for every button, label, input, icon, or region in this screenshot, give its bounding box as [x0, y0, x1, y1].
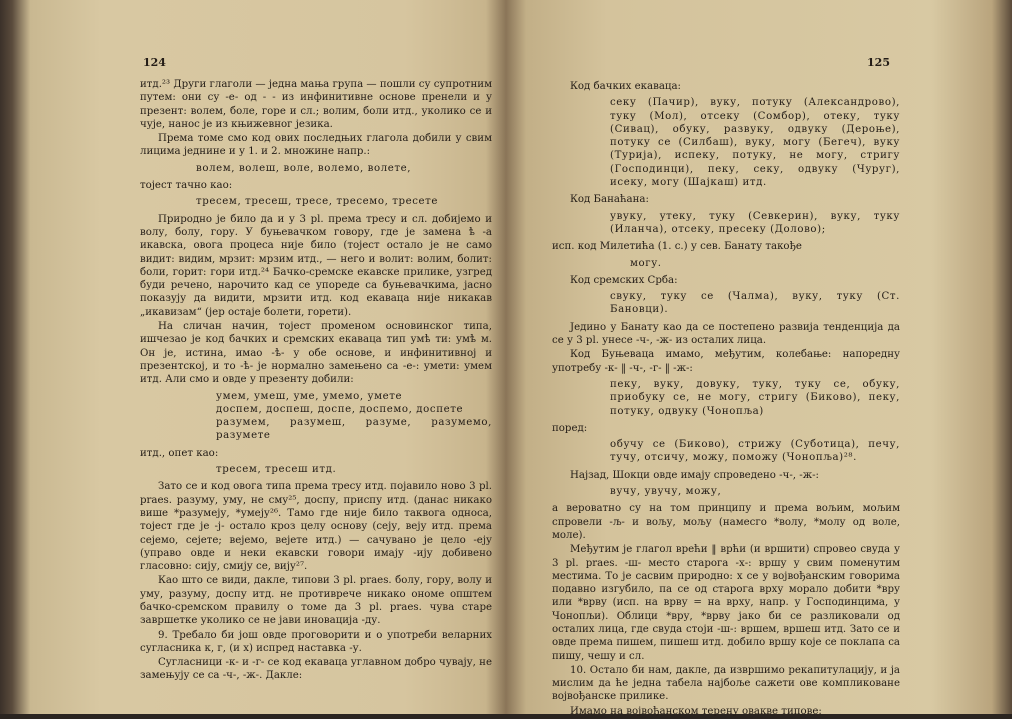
paragraph: Природно је било да и у 3 pl. према тресу и сл. добијемо и волу, болу, гору. У буњевачком говору, где је замена ѣ -а икавска, овога процеса није било (тојест остало је не само видит: видим, мрзит: мрзим итд., — него и волит: волим, болит: боли, горит: гори итд.²⁴ Бачко-сремске екавске прилике, узгред буди речено, нарочито кад се упореде са буњевачкима, јасно показују да видити, мрзити итд. код екаваца није никакав „икавизам“ (јер остаје болети, горети).	[140, 213, 492, 318]
paragraph: 9. Требало би још овде проговорити и о употреби веларних сугласника к, г, (и х) испред наставка -у.	[140, 629, 492, 654]
paragraph: тојест тачно као:	[140, 180, 233, 192]
example-line: увуку, утеку, туку (Севкерин), вуку, туку (Иланча), отсеку, пресеку (Долово);	[610, 210, 900, 235]
left-page-text	[140, 78, 492, 684]
paragraph: Зато се и код овога типа према тресу итд. појавило ново 3 pl. praes. разуму, уму, не сму²⁵, доспу, приспу итд. (данас никако више *разумеју, *умеју²⁶. Тамо где није било таквога односа, тојест где је -ј- остало кроз целу основу (сеју, веју итд. према сејемо, сејете; вејемо, вејете итд.) — сачувано је цело -еју (управо овде и неки екавски говори имају -ију добивено гласовно: сију, смију се, вију²⁷.	[140, 481, 492, 573]
example-block	[552, 438, 900, 465]
example-block	[140, 390, 492, 443]
example-block	[552, 378, 900, 418]
paragraph: Према томе смо код ових последњих глагола добили у свим лицима једнине и у 1. и 2. множине напр.:	[140, 133, 492, 158]
page-number-left: 124	[143, 56, 166, 69]
paragraph: Код Буњеваца имамо, међутим, колебање: напоредну употребу -к- ‖ -ч-, -г- ‖ -ж-:	[552, 349, 900, 374]
example-line: вучу, увучу, можу,	[610, 486, 722, 498]
example-line: могу.	[630, 257, 662, 269]
paragraph: исп. код Милетића (1. с.) у сев. Банату такође	[552, 241, 802, 253]
page-number-right: 125	[867, 56, 890, 69]
example-line: доспем, доспеш, доспе, доспемо, доспете	[216, 403, 464, 415]
example-line: волем, волеш, воле, волемо, волете,	[196, 162, 412, 174]
example-block	[140, 463, 492, 476]
paragraph: Имамо на војвођанском терену овакве типове:	[570, 705, 822, 717]
example-block	[140, 195, 492, 208]
right-page-text	[552, 78, 900, 719]
paragraph: На сличан начин, тојест променом основинског типа, ишчезао је код бачких и сремских екаваца тип умѣ ти: умѣ м. Он је, истина, имао -ѣ- у обе основе, и инфинитивној и презентској, и то -ѣ- је нормално замењено са -е-: умети: умем итд. Али смо и овде у презенту добили:	[140, 321, 492, 386]
paragraph: Најзад, Шокци овде имају спроведено -ч-, -ж-:	[570, 469, 819, 481]
example-block	[552, 210, 900, 237]
section-heading: Код сремских Срба:	[570, 274, 678, 286]
paragraph: поред:	[552, 422, 588, 434]
paragraph: а вероватно су на том принципу и према вољим, мољим спровели -љ- и вољу, мољу (намесго *волу, *молу од воле, моле).	[552, 503, 900, 541]
example-block	[552, 485, 900, 498]
paragraph: 10. Остало би нам, дакле, да извршимо рекапитулацију, и ја мислим да ће једна табела најбоље сажети ове компликоване војвођанске прилике.	[552, 664, 900, 703]
section-heading: Код бачких екаваца:	[570, 81, 681, 92]
example-line: разумем, разумеш, разуме, разумемо, разумете	[216, 417, 492, 442]
section-heading: Код Банаћана:	[570, 194, 649, 206]
example-line: обучу се (Биково), стрижу (Суботица), печу, тучу, отсичу, можу, поможу (Чонопља)²⁸.	[610, 439, 900, 464]
example-line: умем, умеш, уме, умемо, умете	[216, 390, 403, 402]
example-block	[552, 257, 900, 270]
paragraph: итд., опет као:	[140, 447, 219, 459]
example-line: тресем, тресеш, тресе, тресемо, тресете	[196, 196, 439, 208]
example-line: тресем, тресеш итд.	[216, 464, 337, 476]
left-page	[0, 0, 506, 714]
paragraph: итд.²³ Други глаголи — једна мања група — пошли су супротним путем: они су -е- од - - из инфинитивне основе пренели и у презент: волем, боле, горе и сл.; волим, боли итд., уколико се и чује, нанос је из књижевног језика.	[140, 79, 492, 130]
paragraph: Једино у Банату као да се постепено развија тенденција да се у 3 pl. унесе -ч-, -ж- из осталих лица.	[552, 321, 900, 347]
paragraph: Међутим је глагол врећи ‖ врћи (и вршити) спровео свуда у 3 pl. praes. -ш- место старога -х-: вршу у свим поменутим местима. То је сасвим природно: х се у војвођанским говорима подавно изгубило, па се од старога врху морало добити *вру или *врву (исп. на врву = на врху, напр. у Господинцима, у Чонопљи). Облици *вру, *врву јако би се разликовали од осталих лица, где свуда стоји -ш-: вршем, вршеш итд. Зато се и овде према пишем, пишеш итд. добило вршу које се поклапа са пишу, чешу и сл.	[552, 544, 900, 662]
example-block	[552, 290, 900, 317]
paragraph: Сугласници -к- и -г- се код екаваца углавном добро чувају, не замењују се са -ч-, -ж-. Дакле:	[140, 657, 492, 682]
example-line: секу (Пачир), вуку, потуку (Александрово), туку (Мол), отсеку (Сомбор), отеку, туку (Сивац), обуку, развуку, одвуку (Дероње), потуку се (Силбаш), вуку, могу (Бегеч), вуку (Турија), испеку, потуку, не могу, стригу (Господинци), пеку, секу, одвуку (Чуруг), исеку, могу (Шајкаш) итд.	[610, 97, 900, 189]
example-block	[140, 162, 492, 175]
example-block	[552, 96, 900, 189]
example-line: пеку, вуку, довуку, туку, туку се, обуку, приобуку се, не могу, стригу (Биково), пеку, потуку, одвуку (Чонопља)	[610, 378, 900, 417]
paragraph: Као што се види, дакле, типови 3 pl. praes. болу, гору, волу и уму, разуму, доспу итд. не противрече никако ономе општем бачко-сремском правилу о томе да 3 pl. praes. чува старе завршетке уколико се не јави иновација -ду.	[140, 575, 492, 627]
example-line: свуку, туку се (Чалма), вуку, туку (Ст. Бановци).	[610, 291, 900, 316]
